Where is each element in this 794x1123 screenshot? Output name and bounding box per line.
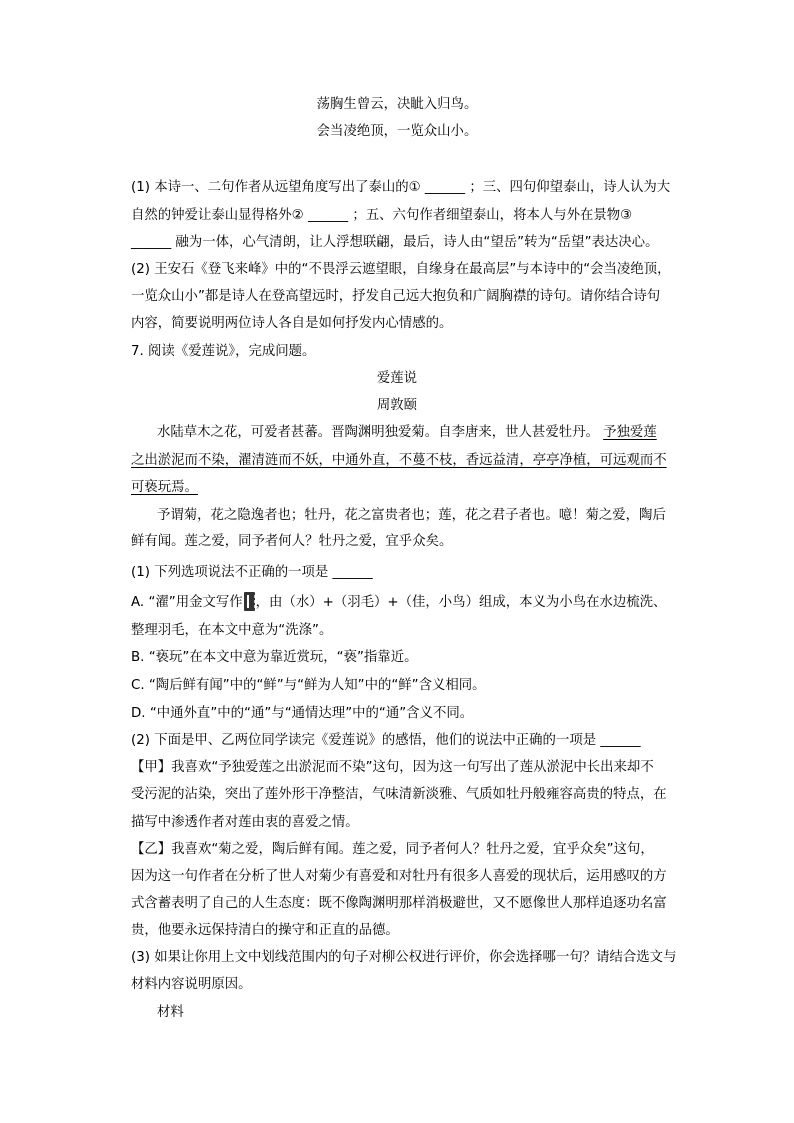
essay-author: 周敦颐 [376, 398, 418, 413]
sq1-option-c: C. “陶后鲜有闻”中的“鲜”与“鲜为人知”中的“鲜”含义相同。 [131, 678, 486, 693]
sq1-option-a-line-1 [131, 592, 666, 613]
underlined-sentence-start: 予独爱莲 [603, 425, 657, 440]
yi-line-2: 因为这一句作者在分析了世人对菊少有喜爱和对牡丹有很多人喜爱的现状后，运用感叹的方 [131, 869, 667, 884]
jinwen-character-image [244, 592, 255, 611]
q6-1-line-1: (1) 本诗一、二句作者从远望角度写出了泰山的① ______ ；三、四句仰望泰山，诗人认为大 [131, 180, 671, 195]
yi-line-3: 式含蓄表明了自己的人生态度：既不像陶渊明那样消极避世，又不愿像世人那样追逐功名富 [131, 896, 667, 911]
essay-p2-line-1: 予谓菊，花之隐逸者也；牡丹，花之富贵者也；莲，花之君子者也。噫！菊之爱，陶后 [157, 508, 666, 523]
poem-line-1: 荡胸生曾云，决眦入归鸟。 [316, 97, 478, 112]
underlined-sentence-line-2: 之出淤泥而不染，濯清涟而不妖，中通外直，不蔓不枝，香远益清，亭亭净植，可远观而不 [131, 453, 667, 468]
yi-line-1: 【乙】我喜欢“菊之爱，陶后鲜有闻。莲之爱，同予者何人？牡丹之爱，宜乎众矣”这句， [131, 842, 654, 857]
jia-line-2: 受污泥的沾染，突出了莲外形干净整洁，气味清新淡雅、气质如牡丹般雍容高贵的特点，在 [131, 787, 667, 802]
poem-line-2: 会当凌绝顶，一览众山小。 [316, 124, 478, 139]
sq1-stem: (1) 下列选项说法不正确的一项是 ______ [131, 565, 373, 580]
essay-title: 爱莲说 [376, 371, 418, 386]
q6-1-line-3: ______ 融为一体，心气清朗，让人浮想联翩，最后，诗人由“望岳”转为“岳望”表达决心。 [131, 235, 659, 250]
jia-line-1: 【甲】我喜欢“予独爱莲之出淤泥而不染”这句，因为这一句写出了莲从淤泥中长出来却不 [131, 760, 654, 775]
sq1-option-b: B. “亵玩”在本文中意为靠近赏玩，“亵”指靠近。 [131, 650, 418, 665]
material-label: 材料 [157, 1005, 184, 1020]
sq2-stem: (2) 下面是甲、乙两位同学读完《爱莲说》的感悟，他们的说法中正确的一项是 ______ [131, 733, 641, 748]
essay-p2-line-2: 鲜有闻。莲之爱，同予者何人？牡丹之爱，宜乎众矣。 [131, 534, 453, 549]
yi-line-4: 贵，他要永远保持清白的操守和正直的品德。 [131, 923, 399, 938]
sq1-option-d: D. “中通外直”中的“通”与“通情达理”中的“通”含义不同。 [131, 706, 474, 721]
q6-2-line-1: (2) 王安石《登飞来峰》中的“不畏浮云遮望眼，自缘身在最高层”与本诗中的“会当凌绝顶， [131, 262, 671, 277]
q7-intro: 7. 阅读《爱莲说》，完成问题。 [131, 344, 316, 359]
sq3-line-1: (3) 如果让你用上文中划线范围内的句子对柳公权进行评价，你会选择哪一句？请结合选文与 [131, 950, 677, 965]
sq1-option-a-line-2: 整理羽毛，在本文中意为“洗涤”。 [131, 623, 333, 638]
jia-line-3: 描写中渗透作者对莲由衷的喜爱之情。 [131, 815, 359, 830]
sq3-line-2: 材料内容说明原因。 [131, 977, 252, 992]
option-a-prefix: A. “濯”用金文写作 [131, 595, 243, 610]
q6-2-line-3: 内容，简要说明两位诗人各自是如何抒发内心情感的。 [131, 316, 453, 331]
q6-1-line-2: 自然的钟爱让泰山显得格外② ______ ；五、六句作者细望泰山，将本人与外在景物③ [131, 208, 633, 223]
essay-p1-line-1-text: 水陆草木之花，可爱者甚蕃。晋陶渊明独爱菊。自李唐来，世人甚爱牡丹。 [157, 425, 604, 440]
q6-2-line-2: 一览众山小”都是诗人在登高望远时，抒发自己远大抱负和广阔胸襟的诗句。请你结合诗句 [131, 289, 661, 304]
underlined-sentence-line-3: 可亵玩焉。 [131, 480, 198, 495]
option-a-suffix: ，由（水）+（羽毛）+（佳，小鸟）组成，本义为小鸟在水边梳洗、 [255, 595, 667, 610]
essay-p1-line-1 [157, 423, 657, 443]
